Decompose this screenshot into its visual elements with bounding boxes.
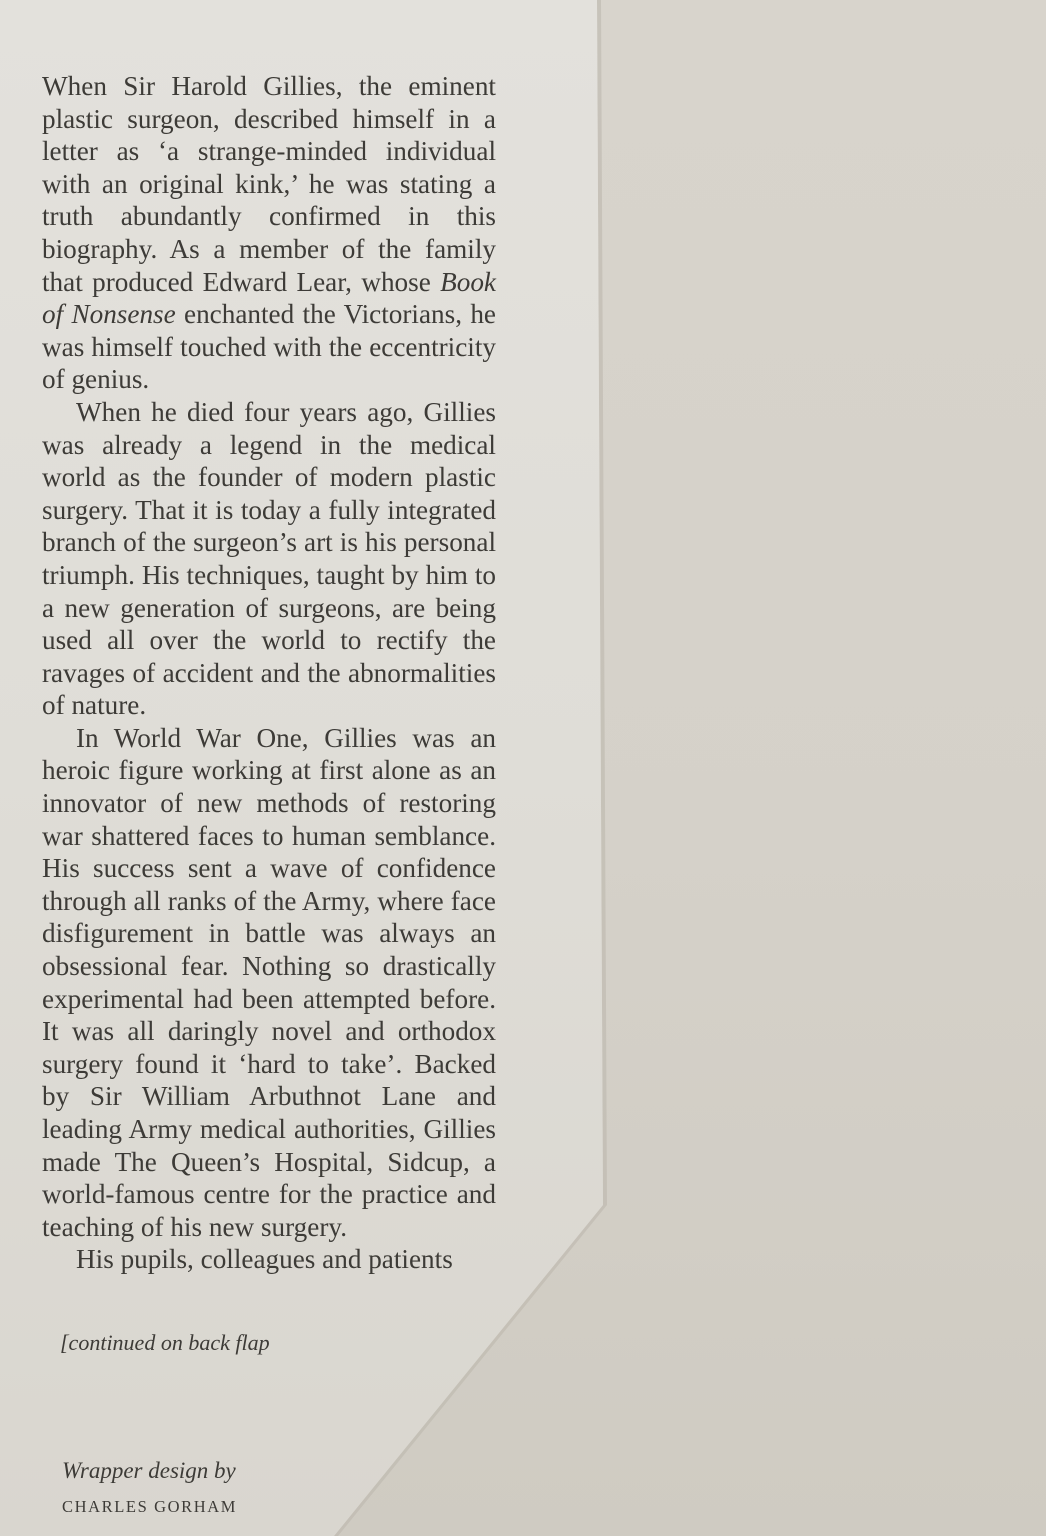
flap-blurb (42, 70, 496, 1276)
blurb-paragraph-4: His pupils, colleagues and patients (76, 1244, 453, 1275)
designer-name: CHARLES GORHAM (62, 1497, 238, 1516)
blurb-paragraph-2: When he died four years ago, Gillies was already a legend in the medical world as the founder of modern plastic surgery. That it is today a fully integrated branch of the surgeon’s art is his personal triumph. His techniques, taught by him to a new generation of surgeons, are being used all over the world to rectify the ravages of accident and the abnormalities of nature. (42, 396, 496, 721)
continued-note: [continued on back flap (60, 1330, 270, 1355)
wrapper-design-credit: Wrapper design by (62, 1458, 236, 1483)
book-title-italic: Book of Nonsense (42, 266, 496, 330)
paragraph-1-text-b: enchanted the Victorians, he was himself touched with the eccentricity of genius. (42, 299, 496, 395)
blurb-paragraph-1 (42, 70, 496, 396)
blurb-paragraph-3: In World War One, Gillies was an heroic figure working at first alone as an innovator of new methods of restoring war shattered faces to human semblance. His success sent a wave of confidence through all ranks of the Army, where face disfigurement in battle was always an obsessional fear. Nothing so drastically experimental had been attempted before. It was all daringly novel and orthodox surgery found it ‘hard to take’. Backed by Sir William Arbuthnot Lane and leading Army medical authorities, Gillies made The Queen’s Hospital, Sidcup, a world-famous centre for the practice and teaching of his new surgery. (42, 722, 496, 1242)
paragraph-1-text-a: When Sir Harold Gillies, the eminent plastic surgeon, described himself in a letter as ‘a strange-minded individual with an original kink,’ he was stating a truth abundantly confirmed in this biography. As a member of the family that produced Edward Lear, whose (42, 71, 496, 297)
